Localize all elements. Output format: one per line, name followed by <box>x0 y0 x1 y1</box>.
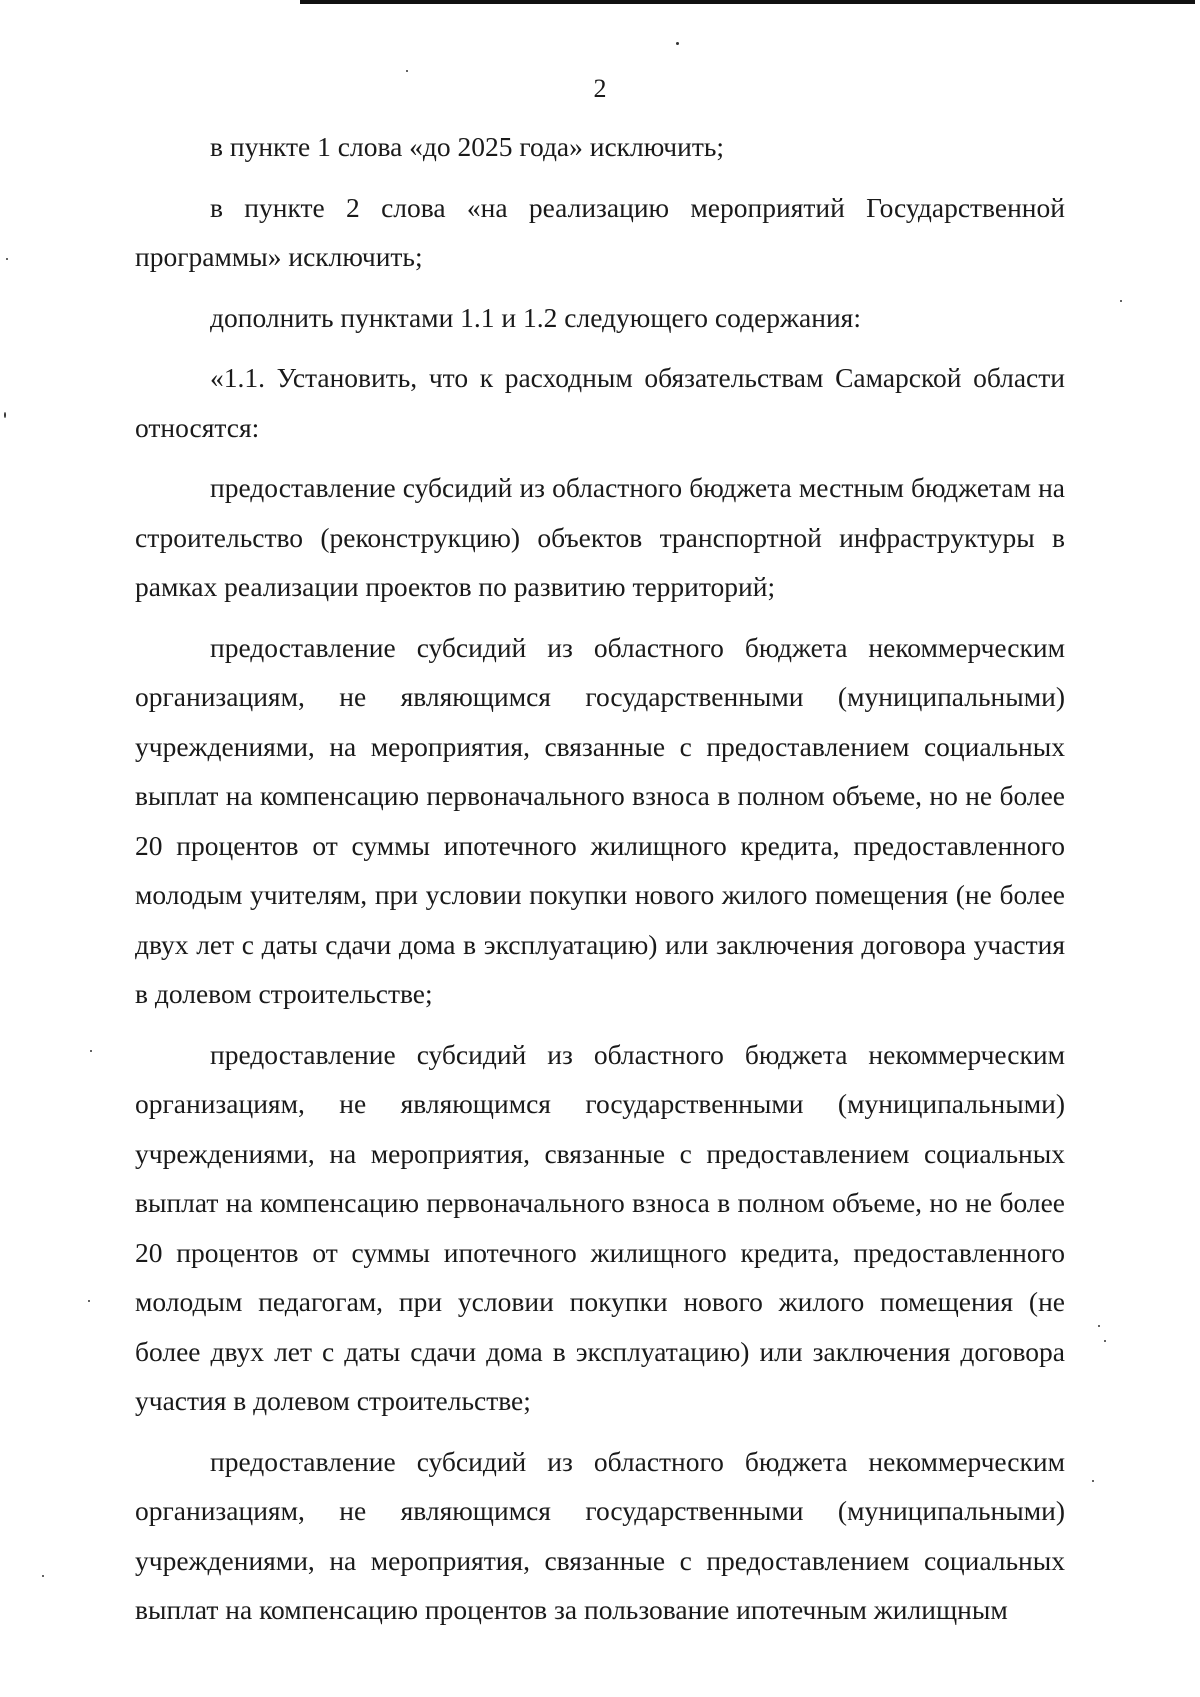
scan-speck <box>6 258 8 260</box>
scan-speck <box>90 1050 92 1052</box>
paragraph-subsidy-teachers: предоставление субсидий из областного бюджета некоммерческим организациям, не являющимся государственными (муниципальными) учреждениями, на мероприятия, связанные с предоставлением социальных выплат на компенсацию первоначального взноса в полном объеме, но не более 20 процентов от суммы ипотечного жилищного кредита, предоставленного молодым учителям, при условии покупки нового жилого помещения (не более двух лет с даты сдачи дома в эксплуатацию) или заключения договора участия в долевом строительстве; <box>135 631 1065 1009</box>
scan-speck <box>88 1300 90 1302</box>
top-border-line <box>300 0 1195 4</box>
scan-speck <box>406 70 408 72</box>
scan-speck <box>1092 1480 1094 1482</box>
scan-speck <box>42 1575 44 1577</box>
document-body <box>135 122 1065 1646</box>
scan-speck <box>4 412 6 418</box>
paragraph-subsidy-interest: предоставление субсидий из областного бюджета некоммерческим организациям, не являющимся государственными (муниципальными) учреждениями, на мероприятия, связанные с предоставлением социальных выплат на компенсацию процентов за пользование ипотечным жилищным <box>135 1445 1065 1625</box>
scan-speck <box>1098 1325 1100 1327</box>
paragraph-1-1-obligations: «1.1. Установить, что к расходным обязательствам Самарской области относятся: <box>135 362 1065 443</box>
page-number: 2 <box>593 74 607 103</box>
paragraph-subsidy-transport: предоставление субсидий из областного бюджета местным бюджетам на строительство (реконструкцию) объектов транспортной инфраструктуры в рамках реализации проектов по развитию территорий; <box>135 472 1065 602</box>
scan-speck <box>1120 300 1122 302</box>
scan-speck <box>1104 1340 1106 1342</box>
paragraph-subsidy-pedagogues: предоставление субсидий из областного бюджета некоммерческим организациям, не являющимся государственными (муниципальными) учреждениями, на мероприятия, связанные с предоставлением социальных выплат на компенсацию первоначального взноса в полном объеме, но не более 20 процентов от суммы ипотечного жилищного кредита, предоставленного молодым педагогам, при условии покупки нового жилого помещения (не более двух лет с даты сдачи дома в эксплуатацию) или заключения договора участия в долевом строительстве; <box>135 1038 1065 1416</box>
scan-speck <box>676 42 679 45</box>
paragraph-item-2-exclusion: в пункте 2 слова «на реализацию мероприятий Государственной программы» исключить; <box>135 191 1065 272</box>
paragraph-item-1-exclusion: в пункте 1 слова «до 2025 года» исключить; <box>210 131 725 162</box>
paragraph-add-items-intro: дополнить пунктами 1.1 и 1.2 следующего содержания: <box>210 301 861 333</box>
